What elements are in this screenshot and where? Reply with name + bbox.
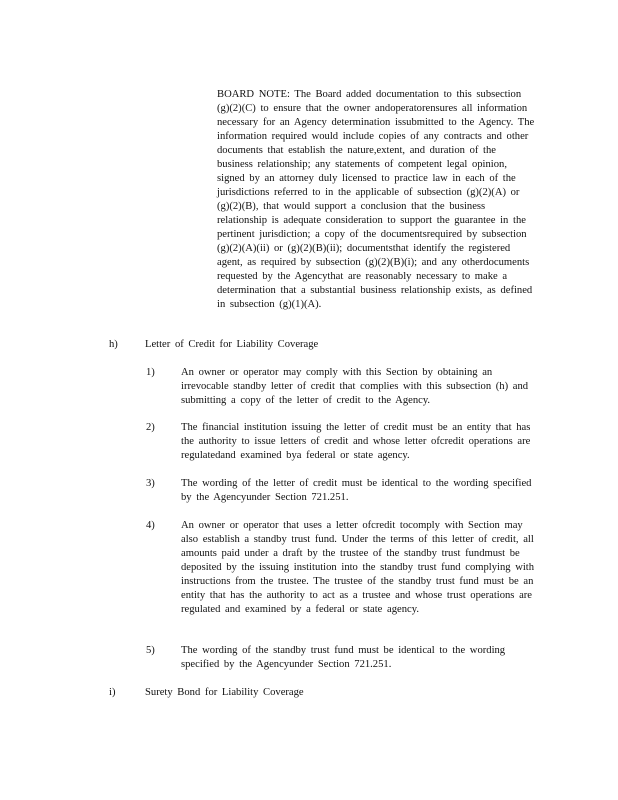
item-text: An owner or operator that uses a letter ofcredit tocomply with Section may also establish a standby trust fund. Under the terms of this letter of credit, all amounts paid under a draft by the trustee of the standby trust fundmust be deposited by the issuing institution into the standby trust fund complying with instructions from the trustee. The trustee of the standby trust fund must be an entity that has the authority to act as a trustee and whose trust operations are regulated and examined by a federal or state agency. bbox=[181, 520, 535, 615]
list-item-h5 bbox=[146, 644, 536, 672]
board-note: BOARD NOTE: The Board added documentation to this subsection (g)(2)(C) to ensure that the owner andoperatorensures all information necessary for an Agency determination issubmitted to the Agency. The information required would include copies of any contracts and other documents that establish the nature,extent, and duration of the business relationship; any statements of competent legal opinion, signed by an attorney duly licensed to practice law in each of the jurisdictions referred to in the applicable of subsection (g)(2)(A) or (g)(2)(B), that would support a conclusion that the business relationship is adequate consideration to support the guarantee in the pertinent jurisdiction; a copy of the documentsrequired by subsection (g)(2)(A)(ii) or (g)(2)(B)(ii); documentsthat identify the registered agent, as required by subsection (g)(2)(B)(i); and any otherdocuments requested by the Agencythat are reasonably necessary to make a determination that a substantial business relationship exists, as defined in subsection (g)(1)(A). bbox=[217, 89, 535, 310]
section-i-heading bbox=[109, 686, 529, 700]
list-item-h1 bbox=[146, 366, 536, 408]
item-text: The financial institution issuing the letter of credit must be an entity that has the authority to issue letters of credit and whose letter ofcredit operations are regulatedand examined bya federal or state agency. bbox=[181, 422, 531, 461]
list-item-h2 bbox=[146, 421, 536, 463]
section-i-title: Surety Bond for Liability Coverage bbox=[145, 687, 304, 698]
item-text: The wording of the standby trust fund must be identical to the wording specified by the Agencyunder Section 721.251. bbox=[181, 645, 506, 670]
item-number: 4) bbox=[146, 520, 155, 531]
list-item-h3 bbox=[146, 477, 536, 505]
section-h-title: Letter of Credit for Liability Coverage bbox=[145, 339, 319, 350]
item-number: 5) bbox=[146, 645, 155, 656]
item-number: 2) bbox=[146, 422, 155, 433]
item-number: 1) bbox=[146, 367, 155, 378]
item-text: An owner or operator may comply with this Section by obtaining an irrevocable standby letter of credit that complies with this subsection (h) and submitting a copy of the letter of credit to the Agency. bbox=[181, 367, 529, 406]
item-number: 3) bbox=[146, 478, 155, 489]
item-text: The wording of the letter of credit must be identical to the wording specified by the Agencyunder Section 721.251. bbox=[181, 478, 532, 503]
section-i-number: i) bbox=[109, 687, 116, 698]
list-item-h4 bbox=[146, 519, 536, 617]
section-h-number: h) bbox=[109, 339, 118, 350]
section-h-heading bbox=[109, 338, 529, 352]
